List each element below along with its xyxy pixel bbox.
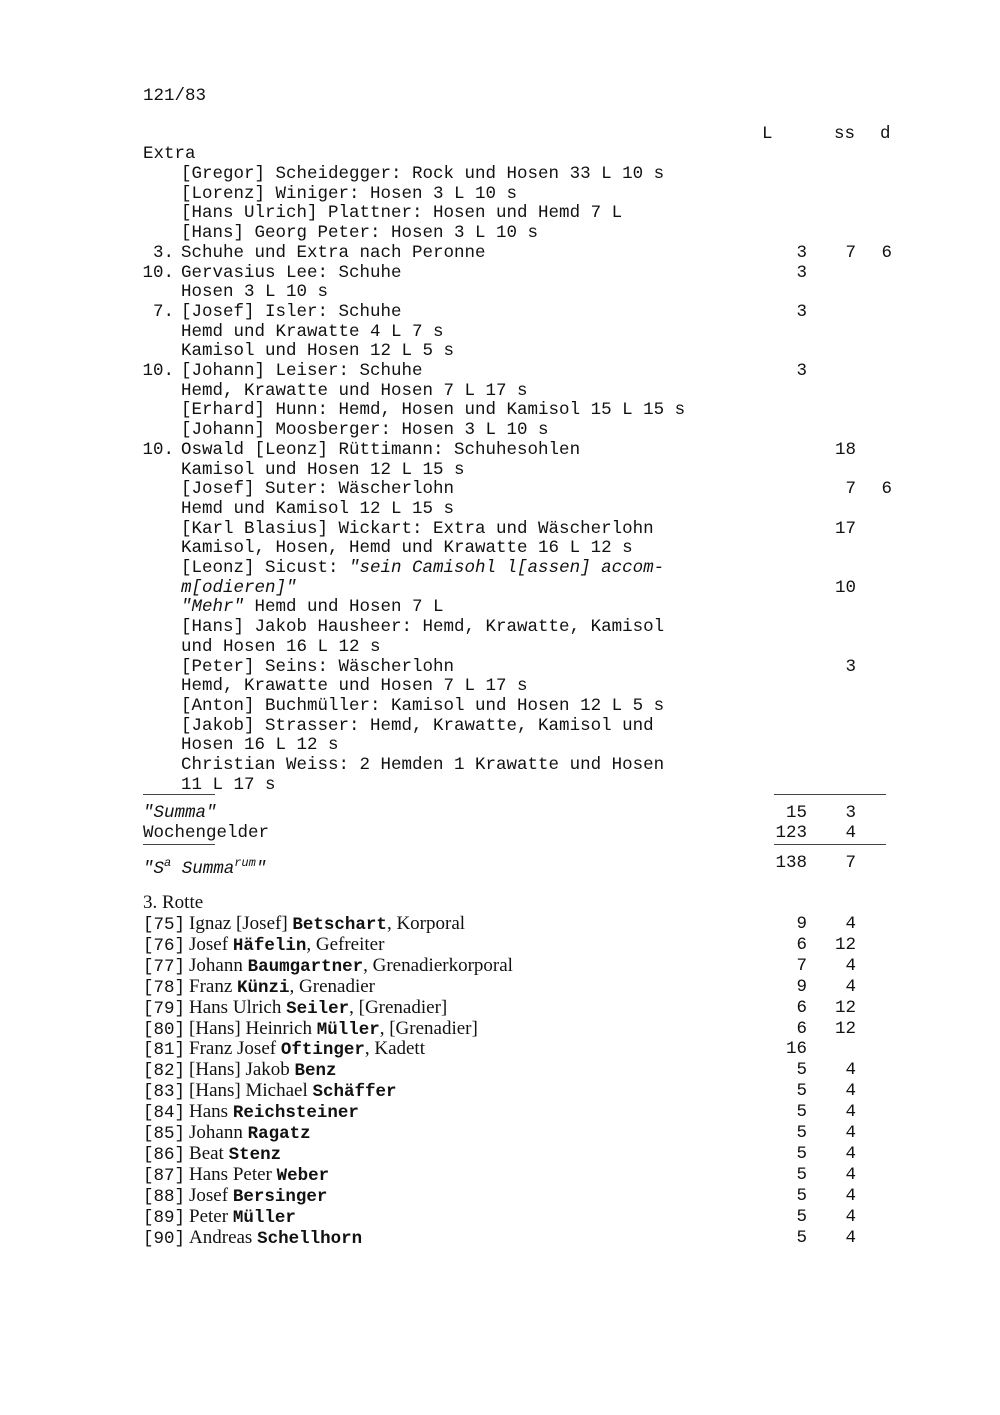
rotte-row xyxy=(143,1123,311,1144)
rotte-first-name: Franz Josef xyxy=(189,1038,281,1060)
entry-number: 10. xyxy=(142,361,174,381)
amount-ss: 10 xyxy=(834,577,856,598)
extra-line xyxy=(181,440,580,460)
wochengelder-label: Wochengelder xyxy=(143,823,270,843)
extra-line-text: [Johann] Moosberger: Hosen 3 L 10 s xyxy=(181,420,549,441)
extra-line xyxy=(181,637,381,657)
rotte-last-name: Stenz xyxy=(228,1144,282,1165)
rotte-name xyxy=(189,976,375,997)
extra-line xyxy=(181,203,622,223)
rotte-last-name: Seiler xyxy=(286,998,350,1019)
rotte-row xyxy=(143,1186,327,1207)
extra-line xyxy=(181,657,454,677)
extra-line-text: [Josef] Suter: Wäscherlohn xyxy=(181,479,455,500)
rotte-l: 5 xyxy=(796,1206,807,1227)
rotte-role: , [Grenadier] xyxy=(349,996,448,1018)
extra-line-text: Hemd und Hosen 7 L xyxy=(244,597,444,618)
rotte-name xyxy=(189,1143,281,1164)
extra-line-text: Kamisol, Hosen, Hemd und Krawatte 16 L 12 s xyxy=(181,538,633,559)
rotte-id: [89] xyxy=(143,1207,186,1228)
amount-l: 3 xyxy=(796,242,807,263)
rotte-last-name: Müller xyxy=(316,1019,380,1040)
rotte-l: 5 xyxy=(796,1060,807,1081)
rotte-id: [81] xyxy=(143,1040,186,1061)
rotte-first-name: Johann xyxy=(189,954,248,976)
rotte-first-name: Josef xyxy=(189,1184,233,1206)
rotte-ss: 4 xyxy=(845,1143,856,1164)
rotte-ss: 12 xyxy=(834,934,856,955)
rotte-ss: 4 xyxy=(845,1060,856,1081)
extra-line-text: Hosen 3 L 10 s xyxy=(181,282,329,303)
extra-line-text: Kamisol und Hosen 12 L 15 s xyxy=(181,459,465,480)
extra-line-text: Kamisol und Hosen 12 L 5 s xyxy=(181,341,455,362)
rotte-l: 5 xyxy=(796,1227,807,1248)
divider xyxy=(774,794,886,795)
rotte-l: 5 xyxy=(796,1164,807,1185)
rotte-name xyxy=(189,1038,425,1059)
rotte-first-name: Hans xyxy=(189,1101,233,1123)
extra-line xyxy=(181,302,402,322)
extra-line-text: [Anton] Buchmüller: Kamisol und Hosen 12 L 5 s xyxy=(181,695,665,716)
rotte-l: 9 xyxy=(796,976,807,997)
rotte-ss: 4 xyxy=(845,955,856,976)
rotte-last-name: Reichsteiner xyxy=(232,1103,359,1124)
rotte-row xyxy=(143,1060,337,1081)
rotte-row xyxy=(143,1207,296,1228)
rotte-ss: 4 xyxy=(845,914,856,934)
rotte-l: 5 xyxy=(796,1185,807,1206)
extra-line-text: Hemd, Krawatte und Hosen 7 L 17 s xyxy=(181,380,528,401)
extra-line-text: Schuhe und Extra nach Peronne xyxy=(181,242,486,263)
extra-line-text: und Hosen 16 L 12 s xyxy=(181,636,381,657)
rotte-row xyxy=(143,977,375,998)
rotte-id: [87] xyxy=(143,1165,186,1186)
rotte-ss: 4 xyxy=(845,1185,856,1206)
rotte-id: [78] xyxy=(143,977,186,998)
page-reference: 121/83 xyxy=(143,86,207,106)
rotte-first-name: Johann xyxy=(189,1122,248,1143)
extra-line xyxy=(181,676,528,696)
rotte-last-name: Betschart xyxy=(292,915,387,935)
rotte-first-name: Beat xyxy=(189,1142,229,1164)
extra-line-text: [Erhard] Hunn: Hemd, Hosen und Kamisol 15 L 15 s xyxy=(181,400,686,421)
rotte-ss: 4 xyxy=(845,1123,856,1143)
rotte-last-name: Baumgartner xyxy=(247,956,364,977)
amount-l: 3 xyxy=(796,262,807,283)
extra-line-text: Oswald [Leonz] Rüttimann: Schuhesohlen xyxy=(181,439,581,460)
extra-line-italic: "Mehr" xyxy=(181,597,245,618)
extra-line-text: [Karl Blasius] Wickart: Extra und Wäscherlohn xyxy=(181,518,654,539)
rotte-name xyxy=(189,1206,296,1227)
extra-line xyxy=(181,617,664,637)
extra-line-text: [Hans] Jakob Hausheer: Hemd, Krawatte, Kamisol xyxy=(181,617,665,638)
rotte-name xyxy=(189,934,384,955)
extra-line-text: 11 L 17 s xyxy=(181,774,276,795)
summa-label: "Summa" xyxy=(143,803,217,823)
column-header-l: L xyxy=(762,124,773,144)
rotte-first-name: Josef xyxy=(189,933,233,955)
extra-line-text: [Lorenz] Winiger: Hosen 3 L 10 s xyxy=(181,183,518,204)
extra-line xyxy=(181,322,444,342)
rotte-l: 5 xyxy=(796,1081,807,1102)
extra-line-italic: m[odieren]" xyxy=(181,577,297,598)
extra-line xyxy=(181,519,654,539)
extra-line xyxy=(181,381,528,401)
extra-line-text: [Gregor] Scheidegger: Rock und Hosen 33 L 10 s xyxy=(181,164,665,184)
rotte-last-name: Schellhorn xyxy=(257,1228,363,1249)
rotte-l: 6 xyxy=(796,934,807,955)
rotte-id: [84] xyxy=(143,1103,186,1124)
wochengelder-ss: 4 xyxy=(845,823,856,843)
rotte-role: , Kadett xyxy=(364,1038,425,1060)
rotte-last-name: Benz xyxy=(294,1061,337,1082)
rotte-name xyxy=(189,913,465,934)
extra-line-text: [Josef] Isler: Schuhe xyxy=(181,301,402,322)
rotte-role: , Korporal xyxy=(386,913,466,934)
rotte-row xyxy=(143,914,465,935)
rotte-first-name: Hans Peter xyxy=(189,1163,277,1185)
rotte-last-name: Häfelin xyxy=(232,935,307,956)
extra-line-text: [Johann] Leiser: Schuhe xyxy=(181,361,423,381)
extra-line xyxy=(181,460,465,480)
rotte-name xyxy=(189,1059,337,1080)
rotte-first-name: [Hans] Michael xyxy=(189,1080,313,1102)
column-header-ss: ss xyxy=(834,124,856,144)
rotte-id: [75] xyxy=(143,915,186,935)
rotte-first-name: Franz xyxy=(189,975,238,997)
amount-ss: 17 xyxy=(834,518,856,539)
rotte-last-name: Ragatz xyxy=(247,1124,311,1144)
extra-line-text: [Hans Ulrich] Plattner: Hosen und Hemd 7 L xyxy=(181,203,623,224)
extra-line-text: Hemd, Krawatte und Hosen 7 L 17 s xyxy=(181,676,528,697)
extra-line-text: [Peter] Seins: Wäscherlohn xyxy=(181,656,455,677)
extra-line xyxy=(181,479,454,499)
rotte-name xyxy=(189,1122,311,1143)
rotte-role: , [Grenadier] xyxy=(379,1017,478,1039)
rotte-role: , Grenadierkorporal xyxy=(363,954,513,976)
rotte-id: [80] xyxy=(143,1019,186,1040)
rotte-first-name: [Hans] Jakob xyxy=(189,1059,295,1081)
extra-line xyxy=(181,578,297,598)
rotte-l: 5 xyxy=(796,1102,807,1123)
extra-line xyxy=(181,243,486,263)
rotte-row xyxy=(143,1081,397,1102)
rotte-first-name: Hans Ulrich xyxy=(189,996,287,1018)
sa-summarum-label: "$S^a$ Summa$^{rum}$" xyxy=(143,856,267,879)
extra-line xyxy=(181,164,664,184)
entry-number: 10. xyxy=(142,439,174,460)
rotte-first-name: [Hans] Heinrich xyxy=(189,1017,317,1039)
rotte-id: [90] xyxy=(143,1228,186,1249)
extra-line xyxy=(181,538,633,558)
sa-summarum-ss: 7 xyxy=(845,853,856,873)
section-title-rotte: 3. Rotte xyxy=(143,892,204,913)
rotte-name xyxy=(189,1018,478,1039)
extra-line xyxy=(181,282,328,302)
extra-line-text: Christian Weiss: 2 Hemden 1 Krawatte und Hosen xyxy=(181,755,665,775)
rotte-first-name: Andreas xyxy=(189,1226,258,1248)
extra-line xyxy=(181,558,664,578)
rotte-ss: 4 xyxy=(845,1164,856,1185)
rotte-l: 16 xyxy=(785,1039,807,1060)
rotte-id: [76] xyxy=(143,935,186,956)
rotte-name xyxy=(189,997,447,1018)
rotte-row xyxy=(143,1039,425,1060)
extra-line xyxy=(181,420,549,440)
entry-number: 3. xyxy=(152,242,174,263)
section-title-extra: Extra xyxy=(143,144,196,164)
summa-l: 15 xyxy=(785,803,807,823)
amount-d: 6 xyxy=(881,242,892,263)
summa-ss: 3 xyxy=(845,803,856,823)
rotte-name xyxy=(189,1164,329,1185)
rotte-ss: 4 xyxy=(845,976,856,997)
amount-l: 3 xyxy=(796,361,807,381)
rotte-last-name: Weber xyxy=(276,1165,330,1186)
rotte-name xyxy=(189,1227,362,1248)
extra-line xyxy=(181,735,339,755)
amount-ss: 3 xyxy=(845,656,856,677)
divider xyxy=(774,844,886,845)
rotte-id: [88] xyxy=(143,1186,186,1207)
extra-line xyxy=(181,361,423,381)
rotte-l: 6 xyxy=(796,1018,807,1039)
rotte-row xyxy=(143,1102,359,1123)
rotte-l: 7 xyxy=(796,955,807,976)
amount-l: 3 xyxy=(796,301,807,322)
sa-summarum-l: 138 xyxy=(775,853,807,873)
rotte-last-name: Oftinger xyxy=(280,1040,365,1061)
amount-ss: 18 xyxy=(834,439,856,460)
rotte-id: [86] xyxy=(143,1144,186,1165)
rotte-last-name: Bersinger xyxy=(232,1186,328,1207)
extra-line-text: [Leonz] Sicust: xyxy=(181,558,350,578)
extra-line-italic: "sein Camisohl l[assen] accom- xyxy=(349,558,665,578)
divider xyxy=(143,794,215,795)
rotte-last-name: Künzi xyxy=(237,977,290,998)
rotte-id: [83] xyxy=(143,1082,186,1103)
rotte-l: 5 xyxy=(796,1143,807,1164)
rotte-row xyxy=(143,1144,281,1165)
divider xyxy=(143,844,215,845)
rotte-name xyxy=(189,1101,359,1122)
rotte-last-name: Schäffer xyxy=(312,1082,397,1103)
extra-line xyxy=(181,775,276,795)
rotte-row xyxy=(143,1019,478,1040)
extra-line xyxy=(181,400,685,420)
rotte-ss: 4 xyxy=(845,1227,856,1248)
extra-line-text: [Jakob] Strasser: Hemd, Krawatte, Kamisol und xyxy=(181,715,654,736)
rotte-l: 6 xyxy=(796,997,807,1018)
rotte-name xyxy=(189,1185,327,1206)
rotte-role: , Gefreiter xyxy=(306,933,385,955)
rotte-id: [79] xyxy=(143,998,186,1019)
rotte-role: , Grenadier xyxy=(289,975,376,997)
amount-ss: 7 xyxy=(845,479,856,500)
rotte-id: [77] xyxy=(143,956,186,977)
rotte-row xyxy=(143,935,384,956)
rotte-ss: 4 xyxy=(845,1102,856,1123)
rotte-first-name: Ignaz [Josef] xyxy=(189,913,293,934)
extra-line xyxy=(181,184,517,204)
extra-line xyxy=(181,499,454,519)
amount-d: 6 xyxy=(881,479,892,500)
rotte-ss: 4 xyxy=(845,1206,856,1227)
rotte-l: 9 xyxy=(796,914,807,934)
entry-number: 7. xyxy=(152,301,174,322)
rotte-row xyxy=(143,1165,329,1186)
rotte-ss: 12 xyxy=(834,1018,856,1039)
entry-number: 10. xyxy=(142,262,174,283)
extra-line xyxy=(181,716,654,736)
rotte-id: [82] xyxy=(143,1061,186,1082)
column-header-d: d xyxy=(880,124,891,144)
rotte-row xyxy=(143,998,447,1019)
rotte-row xyxy=(143,1228,362,1249)
rotte-name xyxy=(189,1080,396,1101)
extra-line xyxy=(181,223,538,243)
extra-line-text: Hosen 16 L 12 s xyxy=(181,735,339,756)
rotte-row xyxy=(143,956,513,977)
rotte-first-name: Peter xyxy=(189,1205,233,1227)
extra-line xyxy=(181,696,664,716)
rotte-last-name: Müller xyxy=(232,1207,296,1228)
rotte-id: [85] xyxy=(143,1124,186,1144)
extra-line xyxy=(181,263,402,283)
extra-line xyxy=(181,597,444,617)
amount-ss: 7 xyxy=(845,242,856,263)
wochengelder-l: 123 xyxy=(775,823,807,843)
rotte-ss: 4 xyxy=(845,1081,856,1102)
rotte-l: 5 xyxy=(796,1123,807,1143)
extra-line xyxy=(181,755,664,775)
rotte-name xyxy=(189,955,513,976)
extra-line-text: [Hans] Georg Peter: Hosen 3 L 10 s xyxy=(181,223,539,244)
extra-line xyxy=(181,341,454,361)
extra-line-text: Hemd und Kamisol 12 L 15 s xyxy=(181,498,455,519)
rotte-ss: 12 xyxy=(834,997,856,1018)
extra-line-text: Hemd und Krawatte 4 L 7 s xyxy=(181,321,444,342)
extra-line-text: Gervasius Lee: Schuhe xyxy=(181,262,402,283)
